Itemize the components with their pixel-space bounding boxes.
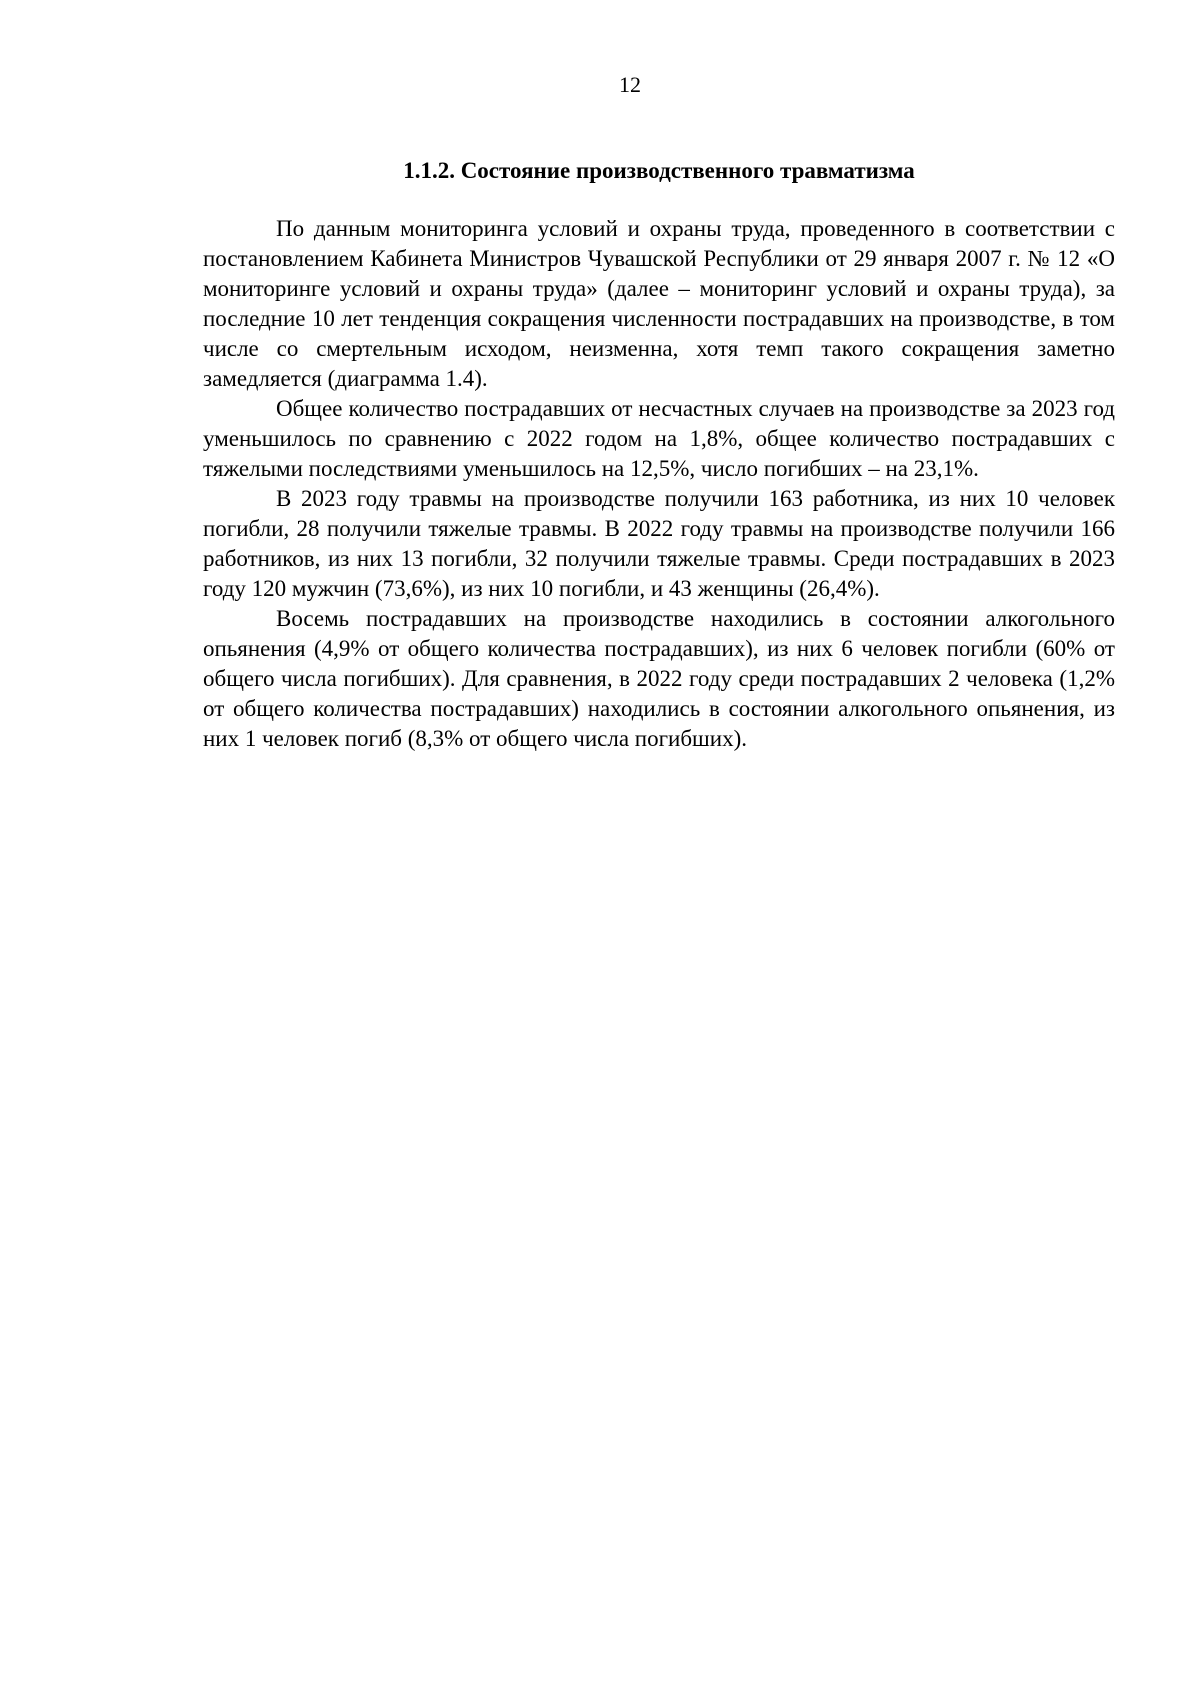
paragraph-monitoring: По данным мониторинга условий и охраны труда, проведенного в соответствии с постановлением Кабинета Министров Чувашской Республики от 29 января 2007 г. № 12 «О мониторинге условий и охраны труда» (далее – мониторинг условий и охраны труда), за последние 10 лет тенденция сокращения численности пострадавших на производстве, в том числе со смертельным исходом, неизменна, хотя темп такого сокращения заметно замедляется (диаграмма 1.4).	[203, 216, 1115, 391]
paragraph-total-change: Общее количество пострадавших от несчастных случаев на производстве за 2023 год уменьшилось по сравнению с 2022 годом на 1,8%, общее количество пострадавших с тяжелыми последствиями уменьшилось на 12,5%, число погибших – на 23,1%.	[203, 396, 1115, 481]
paragraph-alcohol: Восемь пострадавших на производстве находились в состоянии алкогольного опьянения (4,9% от общего количества пострадавших), из них 6 человек погибли (60% от общего числа погибших). Для сравнения, в 2022 году среди пострадавших 2 человека (1,2% от общего количества пострадавших) находились в состоянии алкогольного опьянения, из них 1 человек погиб (8,3% от общего числа погибших).	[203, 606, 1115, 751]
paragraph-injuries-2023: В 2023 году травмы на производстве получили 163 работника, из них 10 человек погибли, 28 получили тяжелые травмы. В 2022 году травмы на производстве получили 166 работников, из них 13 погибли, 32 получили тяжелые травмы. Среди пострадавших в 2023 году 120 мужчин (73,6%), из них 10 погибли, и 43 женщины (26,4%).	[203, 486, 1115, 601]
section-title: 1.1.2. Состояние производственного травматизма	[403, 158, 915, 183]
page-number: 12	[619, 72, 641, 97]
body-text	[203, 214, 1115, 754]
